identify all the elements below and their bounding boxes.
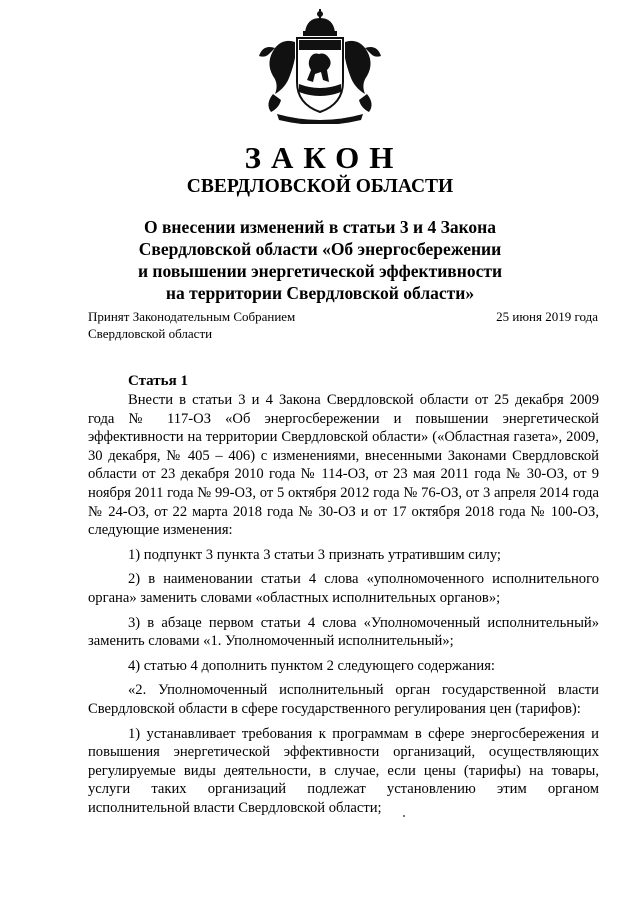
paragraph: 3) в абзаце первом статьи 4 слова «Уполномоченный исполнительный» заменить словами «1. Уполномоченный исполнительный»; (88, 614, 599, 650)
paragraph: 4) статью 4 дополнить пунктом 2 следующего содержания: (128, 657, 495, 674)
law-name-line: и повышении энергетической эффективности (137, 261, 503, 281)
paragraph: 1) подпункт 3 пункта 3 статьи 3 признать утратившим силу; (128, 546, 501, 563)
article-body (88, 391, 599, 823)
law-name (60, 216, 580, 304)
document-subtitle: СВЕРДЛОВСКОЙ ОБЛАСТИ (186, 176, 454, 197)
paragraph: 1) устанавливает требования к программам в сфере энергосбережения и повышения энергетической эффективности организаций, осуществляющих регулируемые виды деятельности, в случае, если цены (тарифы) на товары, услуги таких организаций подлежат установлению этим органом исполнительной власти Свердловской области; (88, 725, 599, 816)
law-name-line: О внесении изменений в статьи 3 и 4 Закона (143, 217, 497, 237)
coat-of-arms-emblem (255, 8, 385, 124)
law-name-line: Свердловской области «Об энергосбережении (138, 239, 502, 259)
law-name-line: на территории Свердловской области» (165, 283, 475, 303)
paragraph: «2. Уполномоченный исполнительный орган государственной власти Свердловской области в сфере государственного регулирования цен (тарифов): (88, 682, 599, 717)
article-title: Статья 1 (128, 373, 188, 389)
document-title: ЗАКОН (244, 140, 404, 175)
scan-dot (403, 815, 405, 817)
adoption-line: Свердловской области (88, 326, 213, 341)
adoption-date: 25 июня 2019 года (496, 309, 598, 324)
adoption-info (88, 308, 295, 342)
paragraph: 2) в наименовании статьи 4 слова «уполномоченного исполнительного органа» заменить словами «областных исполнительных органов»; (88, 571, 599, 606)
paragraph: Внести в статьи 3 и 4 Закона Свердловской области от 25 декабря 2009 года № 117-ОЗ «Об энергосбережении и повышении энергетической эффективности на территории Свердловской области» («Областная газета», 2009, 30 декабря, № 405 – 406) с изменениями, внесенными Законами Свердловской области от 23 декабря 2010 года № 114-ОЗ, от 23 мая 2011 года № 30-ОЗ, от 9 ноября 2011 года № 99-ОЗ, от 5 октября 2012 года № 76-ОЗ, от 3 апреля 2014 года № 24-ОЗ, от 22 марта 2018 года № 30-ОЗ и от 17 октября 2018 года № 100-ОЗ, следующие изменения: (88, 392, 599, 539)
adoption-line: Принят Законодательным Собранием (88, 309, 296, 324)
